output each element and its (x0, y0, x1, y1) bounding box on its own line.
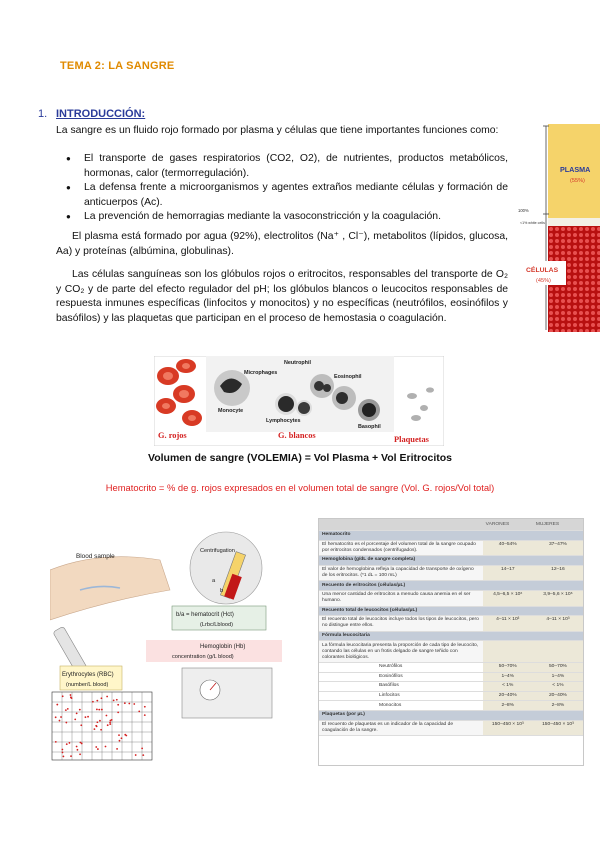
table-value-women: 1–4% (533, 672, 583, 682)
table-value-men: 4–11 × 10³ (483, 616, 533, 632)
functions-list (62, 152, 508, 225)
table-header-empty (319, 519, 483, 531)
table-row (319, 565, 583, 581)
blood-sample-figure (50, 530, 284, 762)
white-cells-note: <1% white cells (520, 221, 545, 225)
hemoglobin-conc: concentration (g/L blood) (172, 654, 234, 660)
hemoglobinometer-illustration (182, 668, 272, 718)
table-section-title: Hemoglobina (g/dL de sangre completa) (319, 556, 583, 566)
hematocrito-definition: Hematocrito = % de g. rojos expresados en el volumen total de sangre (Vol. G. rojos/Vol total) (105, 482, 495, 493)
erythrocytes-label: Erythrocytes (RBC) (62, 672, 114, 678)
table-row (319, 606, 583, 616)
white-cells-layer (548, 218, 600, 226)
table-row (319, 662, 583, 672)
a-label: a (212, 578, 216, 584)
cells-pct: (45%) (536, 278, 551, 284)
blood-sample-label: Blood sample (76, 553, 115, 560)
table-description: El valor de hemoglobina refleja la capacidad de transporte de oxígeno de los eritrocitos. (*1 dL = 100 mL) (319, 565, 483, 581)
table-row (319, 710, 583, 720)
intro-paragraph: La sangre es un fluido rojo formado por plasma y células que tiene importantes funciones como: (56, 125, 499, 136)
table-row (319, 616, 583, 632)
table-description: La fórmula leucocitaria presenta la proporción de cada tipo de leucocito, contando las células en un frotis delgado de sangre teñido con colorantes biológicos. (319, 641, 483, 663)
table-value-women: < 1% (533, 682, 583, 692)
table-row (319, 682, 583, 692)
table-value-women: 50–70% (533, 662, 583, 672)
hematocrit-units: (Lrbc/Lblood) (200, 622, 233, 628)
table-section-title: Fórmula leucocitaria (319, 631, 583, 641)
neutrophil-label: Neutrophil (284, 360, 311, 366)
table-value-men: 40–54% (483, 540, 533, 556)
basophil-label: Basophil (358, 424, 381, 430)
b-label: b (220, 588, 224, 594)
table-value-men: 14–17 (483, 565, 533, 581)
table-section-title: Recuento total de leucocitos (células/μL) (319, 606, 583, 616)
table-description: Una menor cantidad de eritrocitos a menudo causa anemia en el ser humano. (319, 590, 483, 606)
table-value-women: 3,9–5,6 × 10⁶ (533, 590, 583, 606)
table-row (319, 556, 583, 566)
table-value-women (533, 641, 583, 663)
table-description: El hematocrito es el porcentaje del volumen total de la sangre ocupado por eritrocitos condensados (centrifugados). (319, 540, 483, 556)
table-value-women: 12–16 (533, 565, 583, 581)
table-value-men: < 1% (483, 682, 533, 692)
table-value-men: 4,5–6,5 × 10⁶ (483, 590, 533, 606)
volemia-formula: Volumen de sangre (VOLEMIA) = Vol Plasma + Vol Eritrocitos (148, 452, 452, 464)
blood-reference-table (318, 518, 584, 766)
plaquetas-label: Plaquetas (394, 435, 429, 444)
table-row (319, 590, 583, 606)
table-section-title: Plaquetas (por μL) (319, 710, 583, 720)
differential-cell-type: Neutrófilos (319, 662, 483, 672)
table-header-women: MUJERES (533, 519, 583, 531)
table-row (319, 691, 583, 701)
table-row (319, 631, 583, 641)
lymphocytes-label: Lymphocytes (266, 418, 301, 424)
table-value-women: 4–11 × 10³ (533, 616, 583, 632)
plasma-pct: (55%) (570, 178, 585, 184)
table-row (319, 641, 583, 663)
blood-cells-figure (154, 356, 444, 446)
section-number: 1. (38, 108, 48, 120)
monocyte-label: Monocyte (218, 408, 244, 414)
list-item: ● La prevención de hemorragias mediante la vasoconstricción y la coagulación. (62, 210, 508, 225)
table-value-men: 20–40% (483, 691, 533, 701)
table-value-women: 20–40% (533, 691, 583, 701)
g-blancos-label: G. blancos (278, 431, 316, 440)
table-value-women: 37–47% (533, 540, 583, 556)
table-description: El recuento de plaquetas es un indicador de la capacidad de coagulación de la sangre. (319, 720, 483, 736)
table-value-men: 1–4% (483, 672, 533, 682)
hematocrit-formula: b/a = hematocrit (Hct) (176, 612, 234, 618)
table-value-women: 2–8% (533, 701, 583, 711)
table-row (319, 540, 583, 556)
differential-cell-type: Eosinófilos (319, 672, 483, 682)
plasma-paragraph: El plasma está formado por agua (92%), electrolitos (Na⁺ , Cl⁻), metabolitos (lípidos, glucosa, Aa) y proteínas (albúmina, globulinas). (56, 231, 508, 257)
differential-cell-type: Linfocitos (319, 691, 483, 701)
list-item: ● La defensa frente a microorganismos y agentes extraños mediante células y formación de anticuerpos (Ac). (62, 181, 508, 210)
list-item: ● El transporte de gases respiratorios (CO2, O2), de nutrientes, productos metabólicos, hormonas, calor (termorregulación). (62, 152, 508, 181)
plasma-cells-tube-figure (518, 124, 600, 332)
table-value-men: 150–450 × 10³ (483, 720, 533, 736)
table-row (319, 581, 583, 591)
section-title: INTRODUCCIÓN: (56, 108, 146, 120)
table-section-title: Hematocrito (319, 531, 583, 541)
table-value-men: 2–8% (483, 701, 533, 711)
centrifugation-label: Centrifugation (200, 548, 235, 554)
table-row (319, 672, 583, 682)
g-rojos-label: G. rojos (158, 431, 187, 440)
tema-title: TEMA 2: LA SANGRE (60, 60, 175, 72)
table-row (319, 720, 583, 736)
plasma-label: PLASMA (560, 165, 591, 174)
table-value-women: 150–450 × 10³ (533, 720, 583, 736)
table-header-men: VARONES (483, 519, 533, 531)
hemoglobin-label: Hemoglobin (Hb) (200, 644, 246, 650)
table-description: El recuento total de leucocitos incluye todos los tipos de leucocitos, pero no distingue entre ellos. (319, 616, 483, 632)
pct-100-label: 100% (518, 208, 529, 213)
table-section-title: Recuento de eritrocitos (células/μL) (319, 581, 583, 591)
microphages-label: Microphages (244, 370, 278, 376)
table-value-men: 50–70% (483, 662, 533, 672)
differential-cell-type: Monocitos (319, 701, 483, 711)
cells-label: CÉLULAS (526, 267, 559, 274)
cells-paragraph: Las células sanguíneas son los glóbulos rojos o eritrocitos, responsables del transporte de O₂ y CO₂ y de parte del efecto regulador del pH; los glóbulos blancos o leucocitos responsables de respuesta inmunes específicas (linfocitos y monocitos) y no específicas (neutrófilos, eosinófilos y basófilos) y las plaquetas que participan en el proceso de hemostasia o coagulación. (56, 269, 508, 324)
table-row (319, 531, 583, 541)
differential-cell-type: Basófilos (319, 682, 483, 692)
table-row (319, 701, 583, 711)
erythrocytes-units: (number/L blood) (66, 682, 109, 688)
table-value-men (483, 641, 533, 663)
eosinophil-label: Eosinophil (334, 374, 362, 380)
